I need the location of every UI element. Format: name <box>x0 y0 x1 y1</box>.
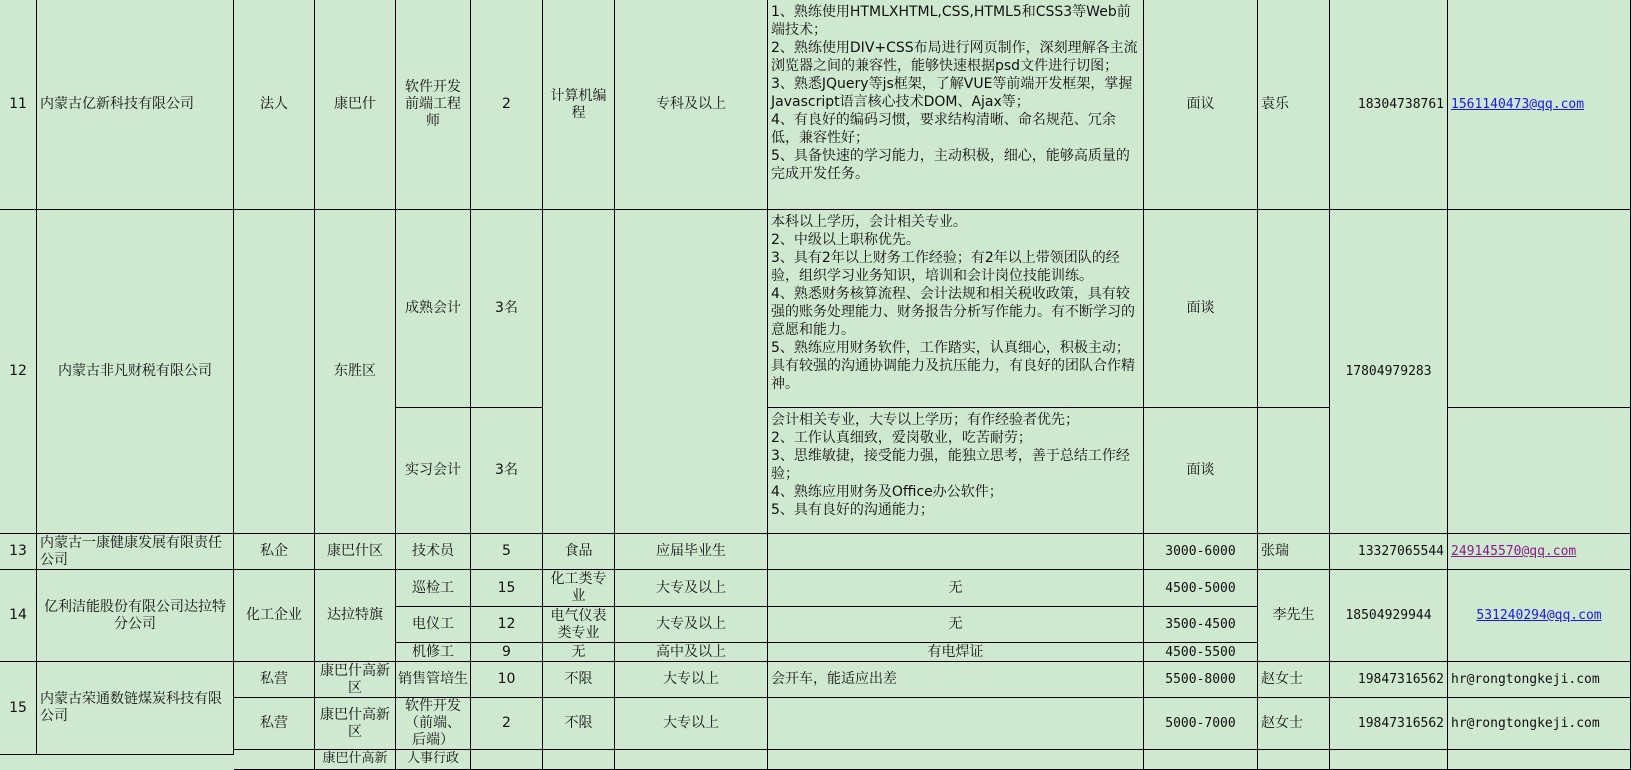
hiring-count: 2 <box>471 698 543 750</box>
position-title: 巡检工 <box>396 570 471 607</box>
contact-email-link[interactable]: 531240294@qq.com <box>1476 608 1602 623</box>
education-requirement: 专科及以上 <box>615 0 768 210</box>
major-requirement: 电气仪表类专业 <box>543 607 615 643</box>
salary: 3500-4500 <box>1144 607 1258 643</box>
contact-email: hr@rongtongkeji.com <box>1448 662 1631 698</box>
contact-person <box>1258 408 1330 534</box>
company-name: 内蒙古非凡财税有限公司 <box>37 210 234 534</box>
work-location: 康巴什高新区 <box>315 662 396 698</box>
company-nature <box>234 750 315 770</box>
major-requirement: 食品 <box>543 534 615 570</box>
row-number: 14 <box>0 570 37 662</box>
hiring-count: 5 <box>471 534 543 570</box>
contact-person: 张瑞 <box>1258 534 1330 570</box>
job-duties <box>768 698 1144 750</box>
salary: 3000-6000 <box>1144 534 1258 570</box>
job-duties: 会开车，能适应出差 <box>768 662 1144 698</box>
contact-phone <box>1330 750 1448 770</box>
work-location: 康巴什高新区 <box>315 698 396 750</box>
salary: 4500-5000 <box>1144 570 1258 607</box>
contact-email <box>1448 750 1631 770</box>
major-requirement <box>543 210 615 534</box>
education-requirement: 大专及以上 <box>615 570 768 607</box>
work-location: 康巴什高新 <box>315 750 396 770</box>
row-number: 15 <box>0 662 37 755</box>
company-nature <box>234 210 315 534</box>
company-name: 内蒙古一康健康发展有限责任公司 <box>37 534 234 570</box>
salary: 5500-8000 <box>1144 662 1258 698</box>
contact-phone: 19847316562 <box>1330 662 1448 698</box>
contact-person <box>1258 210 1330 408</box>
hiring-count: 3名 <box>471 210 543 408</box>
hiring-count: 2 <box>471 0 543 210</box>
job-duties: 无 <box>768 607 1144 643</box>
contact-person: 赵女士 <box>1258 698 1330 750</box>
contact-email-cell <box>1448 570 1631 662</box>
major-requirement: 不限 <box>543 662 615 698</box>
major-requirement: 不限 <box>543 698 615 750</box>
contact-email: hr@rongtongkeji.com <box>1448 698 1631 750</box>
work-location: 康巴什区 <box>315 534 396 570</box>
row-number: 11 <box>0 0 37 210</box>
position-title: 销售管培生 <box>396 662 471 698</box>
education-requirement <box>615 210 768 534</box>
salary: 5000-7000 <box>1144 698 1258 750</box>
contact-person: 袁乐 <box>1258 0 1330 210</box>
education-requirement: 大专以上 <box>615 662 768 698</box>
contact-email-link[interactable]: 1561140473@qq.com <box>1451 97 1585 112</box>
salary: 面谈 <box>1144 210 1258 408</box>
contact-phone: 17804979283 <box>1330 210 1448 534</box>
education-requirement: 高中及以上 <box>615 643 768 662</box>
education-requirement <box>615 750 768 770</box>
contact-person: 赵女士 <box>1258 662 1330 698</box>
contact-person: 李先生 <box>1258 570 1330 662</box>
contact-email-link[interactable]: 249145570@qq.com <box>1451 544 1577 559</box>
company-nature: 化工企业 <box>234 570 315 662</box>
company-nature: 私营 <box>234 698 315 750</box>
hiring-count: 9 <box>471 643 543 662</box>
work-location: 达拉特旗 <box>315 570 396 662</box>
contact-phone: 18504929944 <box>1330 570 1448 662</box>
major-requirement: 无 <box>543 643 615 662</box>
position-title: 技术员 <box>396 534 471 570</box>
position-title: 软件开发前端工程师 <box>396 0 471 210</box>
hiring-count: 3名 <box>471 408 543 534</box>
hiring-count: 15 <box>471 570 543 607</box>
salary <box>1144 750 1258 770</box>
hiring-count: 12 <box>471 607 543 643</box>
position-title: 人事行政 <box>396 750 471 770</box>
contact-email-cell <box>1448 408 1631 534</box>
education-requirement: 大专及以上 <box>615 607 768 643</box>
job-duties: 有电焊证 <box>768 643 1144 662</box>
company-name: 亿利洁能股份有限公司达拉特分公司 <box>37 570 234 662</box>
job-duties <box>768 534 1144 570</box>
company-nature: 法人 <box>234 0 315 210</box>
company-name: 内蒙古亿新科技有限公司 <box>37 0 234 210</box>
company-nature: 私营 <box>234 662 315 698</box>
row-number: 12 <box>0 210 37 534</box>
education-requirement: 大专以上 <box>615 698 768 750</box>
contact-phone: 18304738761 <box>1330 0 1448 210</box>
job-duties <box>768 750 1144 770</box>
job-duties: 无 <box>768 570 1144 607</box>
job-duties: 会计相关专业，大专以上学历；有作经验者优先； 2、工作认真细致，爱岗敬业，吃苦耐劳； 3、思维敏捷，接受能力强，能独立思考，善于总结工作经验； 4、熟练应用财务及Office办公软件； 5、具有良好的沟通能力； <box>768 408 1144 534</box>
contact-phone: 13327065544 <box>1330 534 1448 570</box>
contact-email-cell <box>1448 0 1631 210</box>
major-requirement: 计算机编程 <box>543 0 615 210</box>
contact-person <box>1258 750 1330 770</box>
work-location: 康巴什 <box>315 0 396 210</box>
position-title: 机修工 <box>396 643 471 662</box>
company-nature: 私企 <box>234 534 315 570</box>
salary: 4500-5500 <box>1144 643 1258 662</box>
major-requirement <box>543 750 615 770</box>
row-number: 13 <box>0 534 37 570</box>
company-name: 内蒙古荣通数链煤炭科技有限公司 <box>37 662 234 755</box>
hiring-count <box>471 750 543 770</box>
work-location: 东胜区 <box>315 210 396 534</box>
position-title: 成熟会计 <box>396 210 471 408</box>
major-requirement: 化工类专业 <box>543 570 615 607</box>
contact-phone: 19847316562 <box>1330 698 1448 750</box>
position-title: 实习会计 <box>396 408 471 534</box>
education-requirement: 应届毕业生 <box>615 534 768 570</box>
job-duties: 1、熟练使用HTMLXHTML,CSS,HTML5和CSS3等Web前端技术； 2、熟练使用DIV+CSS布局进行网页制作，深刻理解各主流浏览器之间的兼容性，能够快速根据psd文件进行切图； 3、熟悉JQuery等js框架，了解VUE等前端开发框架，掌握Javascript语言核心技术DOM、Ajax等； 4、有良好的编码习惯，要求结构清晰、命名规范、冗余低，兼容性好； 5、具备快速的学习能力，主动积极，细心，能够高质量的完成开发任务。 <box>768 0 1144 210</box>
salary: 面议 <box>1144 0 1258 210</box>
position-title: 电仪工 <box>396 607 471 643</box>
contact-email-cell <box>1448 534 1631 570</box>
hiring-count: 10 <box>471 662 543 698</box>
contact-email-cell <box>1448 210 1631 408</box>
job-duties: 本科以上学历，会计相关专业。 2、中级以上职称优先。 3、具有2年以上财务工作经验；有2年以上带领团队的经验，组织学习业务知识，培训和会计岗位技能训练。 4、熟悉财务核算流程、会计法规和相关税收政策，具有较强的账务处理能力、财务报告分析写作能力。有不断学习的意愿和能力。 5、熟练应用财务软件，工作踏实，认真细心，积极主动；具有较强的沟通协调能力及抗压能力，有良好的团队合作精神。 <box>768 210 1144 408</box>
salary: 面谈 <box>1144 408 1258 534</box>
position-title: 软件开发（前端、后端） <box>396 698 471 750</box>
